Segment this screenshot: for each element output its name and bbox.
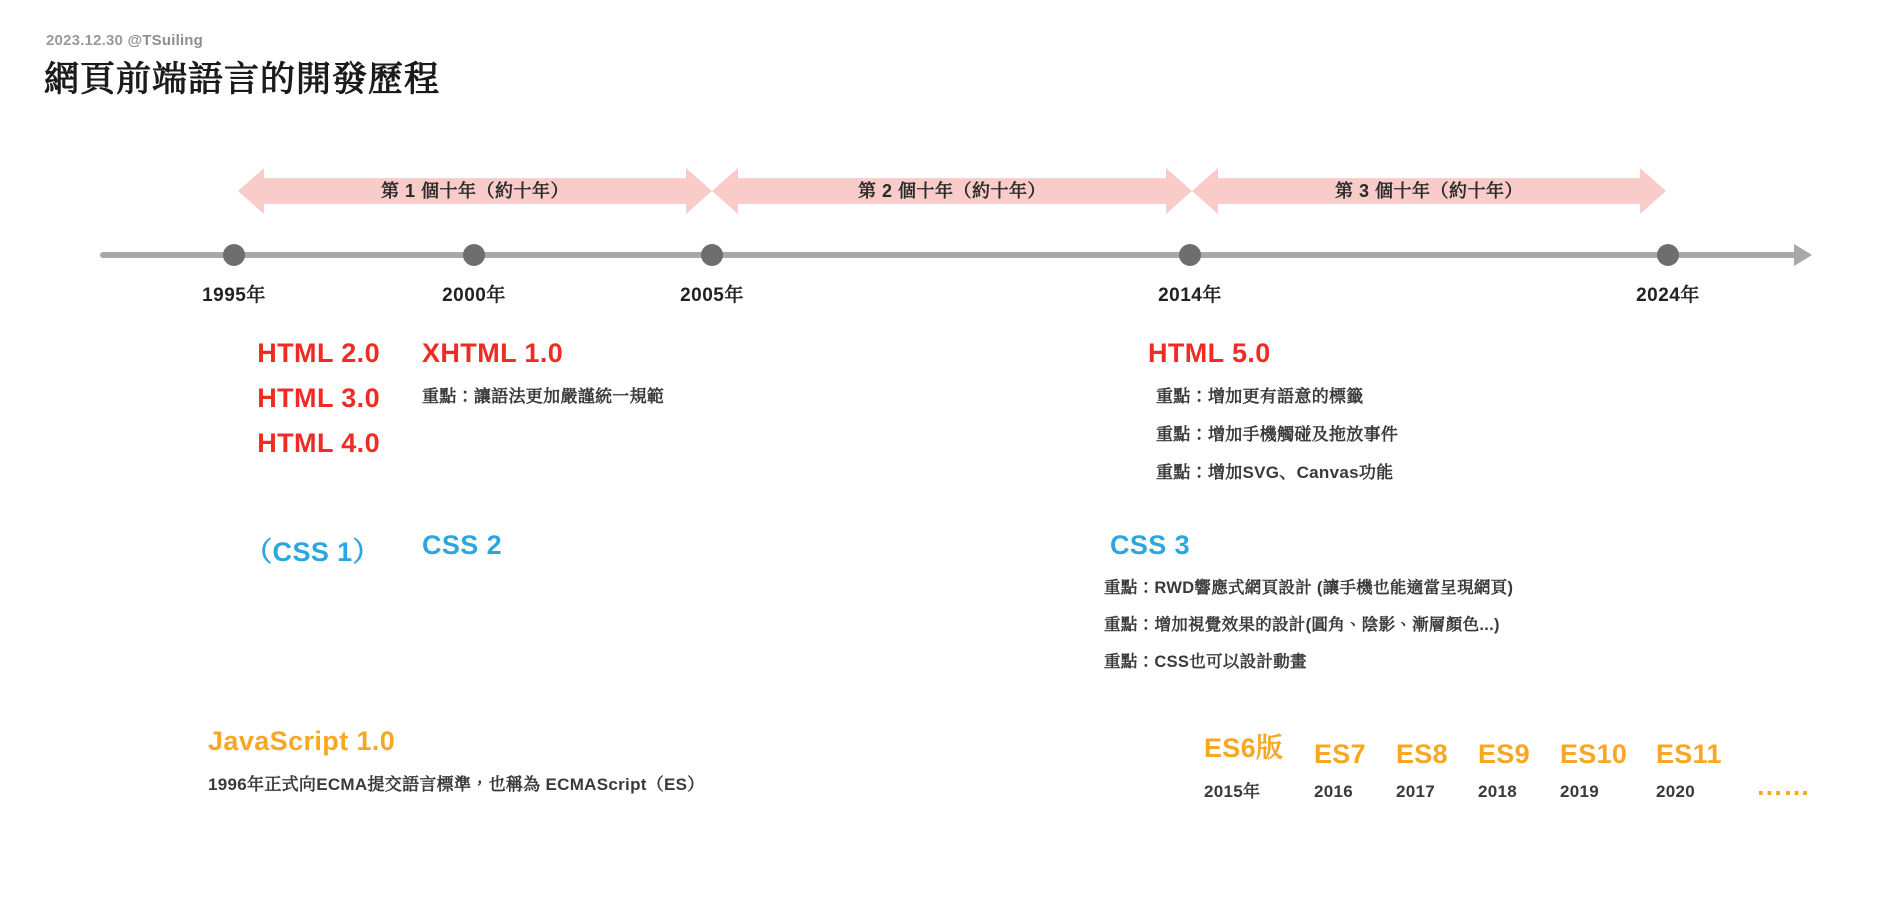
timeline-arrow-icon — [1794, 244, 1812, 266]
css3-title: CSS 3 — [1110, 530, 1191, 560]
timeline-year-2014: 2014年 — [1158, 285, 1222, 306]
decade-label-3: 第 3 個十年（約十年） — [1334, 181, 1523, 201]
javascript-title: JavaScript 1.0 — [208, 726, 396, 756]
es-version-1-year: 2015年 — [1204, 782, 1261, 801]
page-title: 網頁前端語言的開發歷程 — [44, 60, 441, 99]
es-version-6-name: ES11 — [1656, 739, 1722, 769]
html-item-4: HTML 4.0 — [257, 428, 380, 458]
html-item-2: HTML 2.0 — [257, 338, 380, 368]
es-version-5-year: 2019 — [1560, 782, 1600, 801]
decade-bar-3 — [1192, 168, 1666, 214]
es-more-label: …… — [1756, 771, 1810, 801]
xhtml-note-1: 重點：讓語法更加嚴謹統一規範 — [422, 387, 665, 406]
css-column-2000 — [422, 530, 502, 561]
html-column-2000 — [422, 338, 664, 407]
decade-bar-1 — [238, 168, 712, 214]
decade-label-1: 第 1 個十年（約十年） — [380, 181, 569, 201]
css-column-1995 — [110, 530, 380, 569]
decade-bar-2 — [712, 168, 1192, 214]
byline — [46, 32, 203, 49]
decade-label-2: 第 2 個十年（約十年） — [857, 181, 1046, 201]
timeline-node-2005 — [701, 244, 723, 266]
es-version-3-year: 2017 — [1396, 782, 1436, 801]
es-version-4 — [1478, 739, 1560, 802]
timeline-year-2000: 2000年 — [442, 285, 506, 306]
css2-title: CSS 2 — [422, 530, 503, 560]
es-versions-row — [1204, 726, 1810, 802]
es-version-4-year: 2018 — [1478, 782, 1518, 801]
es-version-3-name: ES8 — [1396, 739, 1448, 769]
timeline-year-1995: 1995年 — [202, 285, 266, 306]
es-version-2 — [1314, 739, 1396, 802]
css1-title: （CSS 1） — [245, 537, 380, 567]
es-version-1-name: ES6版 — [1204, 733, 1284, 763]
html-column-2014 — [1148, 338, 1398, 483]
es-version-2-name: ES7 — [1314, 739, 1366, 769]
es-version-2-year: 2016 — [1314, 782, 1354, 801]
timeline-node-2014 — [1179, 244, 1201, 266]
es-version-5-name: ES10 — [1560, 739, 1628, 769]
es-version-6 — [1656, 739, 1756, 802]
timeline-node-1995 — [223, 244, 245, 266]
js-column-2000 — [208, 726, 705, 795]
es-version-6-year: 2020 — [1656, 782, 1696, 801]
css3-note-3: 重點：CSS也可以設計動畫 — [1104, 653, 1307, 671]
es-version-more — [1756, 771, 1810, 802]
css3-note-2: 重點：增加視覺效果的設計(圓角、陰影、漸層顏色...) — [1104, 616, 1500, 634]
byline-handle: @TSuiling — [127, 32, 204, 49]
xhtml-title: XHTML 1.0 — [422, 338, 564, 368]
html5-title: HTML 5.0 — [1148, 338, 1271, 368]
javascript-note-1: 1996年正式向ECMA提交語言標準，也稱為 ECMAScript（ES） — [208, 775, 705, 794]
es-version-4-name: ES9 — [1478, 739, 1530, 769]
timeline-node-2000 — [463, 244, 485, 266]
decade-bars — [0, 168, 1900, 224]
css-column-2014 — [1104, 530, 1513, 672]
html5-note-2: 重點：增加手機觸碰及拖放事件 — [1156, 425, 1399, 444]
byline-date: 2023.12.30 — [46, 32, 124, 49]
html5-note-3: 重點：增加SVG、Canvas功能 — [1156, 463, 1394, 482]
html-item-3: HTML 3.0 — [257, 383, 380, 413]
html5-note-1: 重點：增加更有語意的標籤 — [1156, 387, 1364, 406]
css3-note-1: 重點：RWD響應式網頁設計 (讓手機也能適當呈現網頁) — [1104, 579, 1514, 597]
timeline-year-2005: 2005年 — [680, 285, 744, 306]
html-column-1995 — [110, 338, 380, 473]
timeline-node-2024 — [1657, 244, 1679, 266]
es-version-5 — [1560, 739, 1656, 802]
es-version-3 — [1396, 739, 1478, 802]
timeline-axis — [100, 252, 1800, 258]
timeline-year-2024: 2024年 — [1636, 285, 1700, 306]
es-version-1 — [1204, 726, 1314, 802]
